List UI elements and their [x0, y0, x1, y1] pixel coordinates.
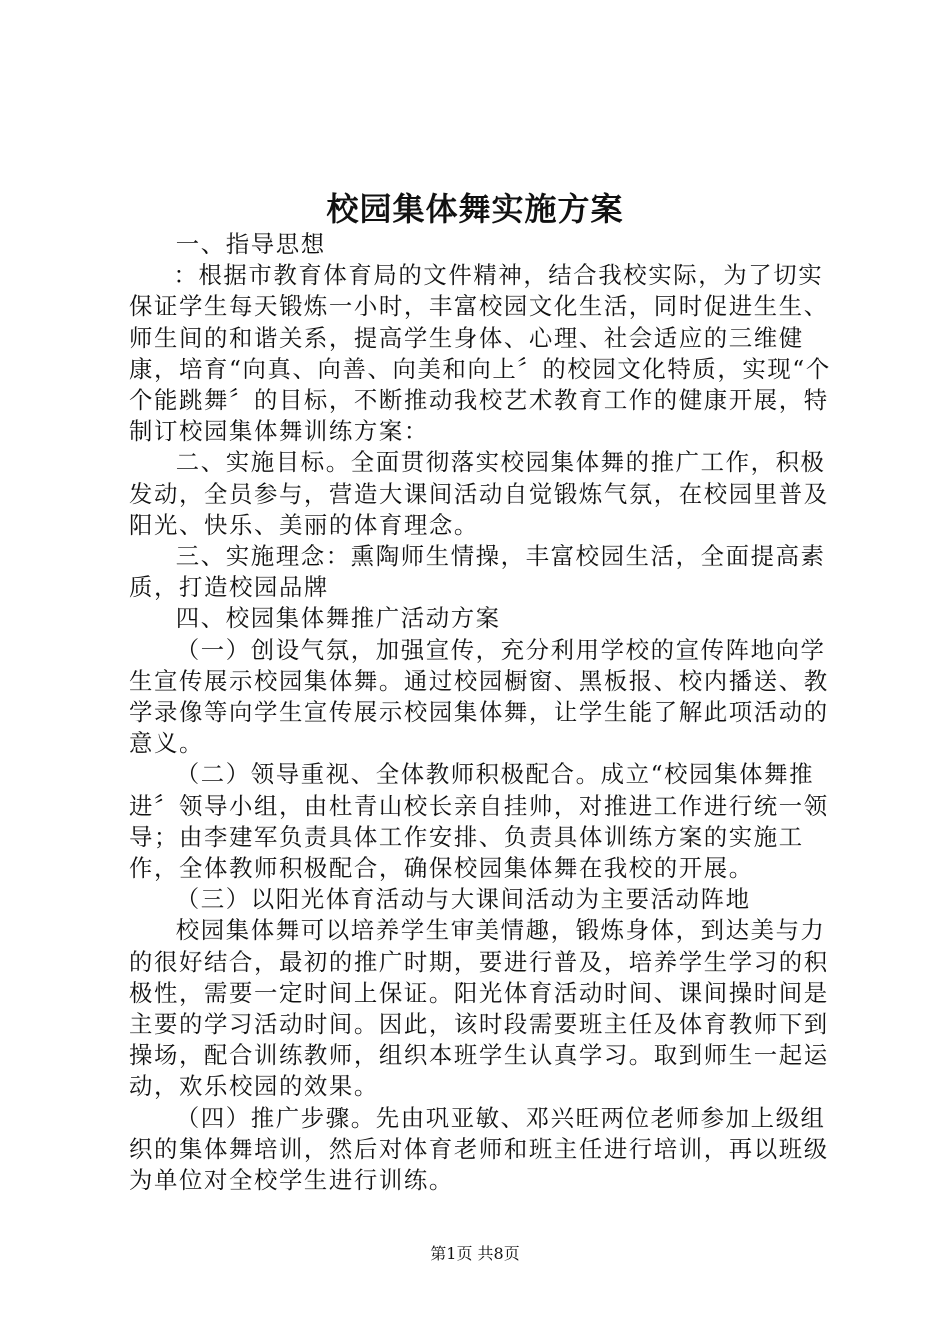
- document-body: [129, 229, 844, 1196]
- document-title: 校园集体舞实施方案: [326, 190, 624, 228]
- paragraph-6: （二）领导重视、全体教师积极配合。成立“校园集体舞推进〞领导小组，由杜青山校长亲自挂帅，对推进工作进行统一领导；由李建军负责具体工作安排、负责具体训练方案的实施工作，全体教师积极配合，确保校园集体舞在我校的开展。: [129, 760, 829, 883]
- paragraph-heading-4: 四、校园集体舞推广活动方案: [175, 604, 501, 633]
- paragraph-2: 二、实施目标。全面贯彻落实校园集体舞的推广工作，积极发动，全员参与，营造大课间活动自觉锻炼气氛，在校园里普及阳光、快乐、美丽的体育理念。: [129, 448, 829, 539]
- paragraph-7: （三）以阳光体育活动与大课间活动为主要活动阵地: [175, 885, 751, 914]
- paragraph-3: 三、实施理念：熏陶师生情操，丰富校园生活，全面提高素质，打造校园品牌: [129, 542, 826, 602]
- page-footer: 第1页 共8页: [430, 1244, 520, 1263]
- paragraph-8: 校园集体舞可以培养学生审美情趣，锻炼身体，到达美与力的很好结合，最初的推广时期，要进行普及，培养学生学习的积极性，需要一定时间上保证。阳光体育活动时间、课间操时间是主要的学习活动时间。因此，该时段需要班主任及体育教师下到操场，配合训练教师，组织本班学生认真学习。取到师生一起运动，欢乐校园的效果。: [129, 916, 829, 1101]
- paragraph-heading-1: 一、指导思想: [175, 230, 326, 258]
- paragraph-1: ：根据市教育体育局的文件精神，结合我校实际，为了切实保证学生每天锻炼一小时，丰富校园文化生活，同时促进生生、师生间的和谐关系，提高学生身体、心理、社会适应的三维健康，培育“向真、向善、向美和向上〞的校园文化特质，实现“个个能跳舞〞的目标，不断推动我校艺术教育工作的健康开展，特制订校园集体舞训练方案：: [129, 261, 831, 446]
- paragraph-5: （一）创设气氛，加强宣传，充分利用学校的宣传阵地向学生宣传展示校园集体舞。通过校园橱窗、黑板报、校内播送、教学录像等向学生宣传展示校园集体舞，让学生能了解此项活动的意义。: [129, 635, 829, 758]
- paragraph-9: （四）推广步骤。先由巩亚敏、邓兴旺两位老师参加上级组织的集体舞培训，然后对体育老师和班主任进行培训，再以班级为单位对全校学生进行训练。: [129, 1103, 829, 1195]
